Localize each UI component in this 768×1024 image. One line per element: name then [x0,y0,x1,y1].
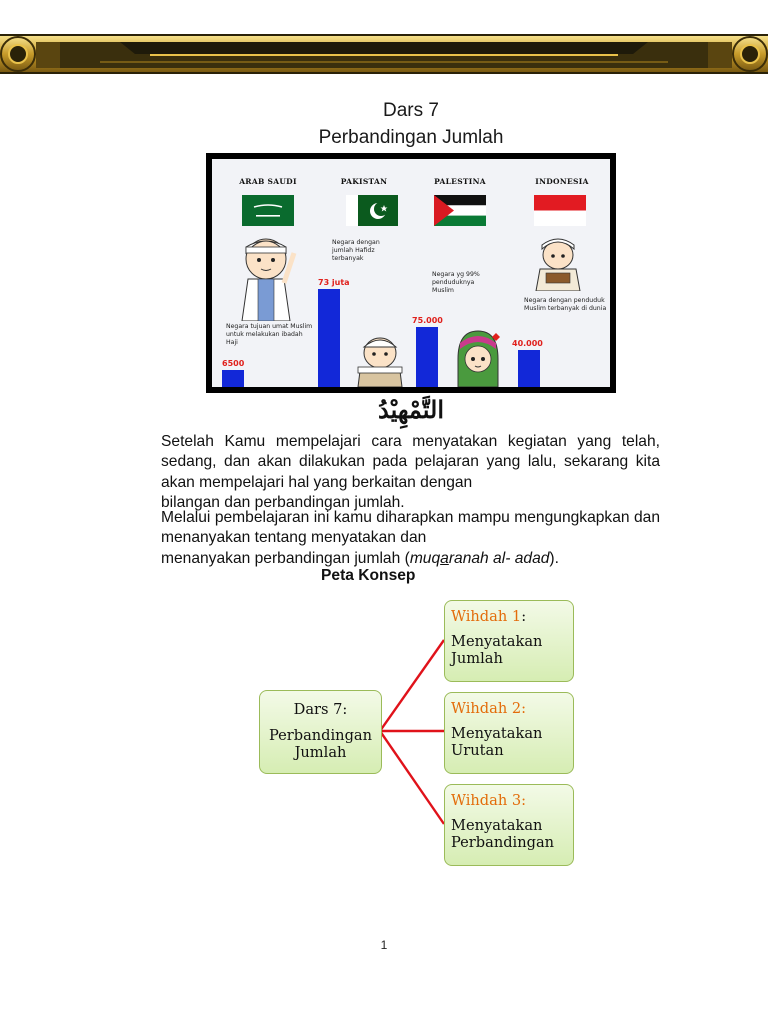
arabic-term: muqaranah al- adad [409,549,550,567]
chart-bar-arab-saudi [222,370,244,387]
center-node-subtitle: Perbandingan Jumlah [268,727,373,761]
decorative-banner [0,22,768,92]
unit-3-body: Menyatakan Perbandingan [451,817,555,851]
country-label: INDONESIA [535,177,589,186]
bar-value-label: 75.000 [412,316,443,325]
chart-bar-indonesia [518,350,540,387]
bar-value-label: 40.000 [512,339,543,348]
saudi-boy-illustration [238,233,298,321]
country-label: PAKISTAN [340,177,388,186]
center-node-title: Dars 7: [293,701,348,718]
intro-text-last-line: bilangan dan perbandingan jumlah. [161,493,405,511]
country-note: Negara dengan penduduk Muslim terbanyak di dunia [524,297,607,312]
pakistan-flag-icon [346,195,398,226]
intro-text: Setelah Kamu mempelajari cara menyatakan kegiatan yang telah, sedang, dan akan dilakukan pada pelajaran yang lalu, sekarang kita akan mempelajari hal yang berkaitan dengan [161,433,660,491]
palestine-girl-illustration [452,329,504,387]
unit-3-heading: Wihdah 3: [451,792,527,809]
objective-paragraph [161,508,660,569]
country-label: PALESTINA [434,177,486,186]
unit-2-heading: Wihdah 2: [451,700,527,717]
pakistan-boy-illustration [354,331,406,387]
page-title-line1: Dars 7 [383,100,439,121]
page-title-line2: Perbandingan Jumlah [318,127,504,148]
concept-map-unit-3 [444,784,574,866]
bar-value-label: 73 juta [318,278,350,287]
country-label: ARAB SAUDI [239,177,297,186]
chart-bar-pakistan [318,289,340,387]
page-number: 1 [380,938,388,952]
objective-text: Melalui pembelajaran ini kamu diharapkan mampu mengungkapkan dan menanyakan tentang menyatakan dan [161,509,660,547]
country-note: Negara yg 99% penduduknya Muslim [432,271,480,294]
objective-text-last-line [161,549,660,569]
concept-map-center-node [259,690,382,774]
palestine-flag-icon [434,195,486,226]
objective-end: ). [549,549,559,567]
muslim-population-infographic [206,153,616,393]
unit-1-body: Menyatakan Jumlah [451,633,543,667]
unit-2-body: Menyatakan Urutan [451,725,543,759]
indonesia-flag-icon [534,195,586,226]
indonesia-boy-illustration [530,235,586,291]
saudi-flag-icon [242,195,294,226]
chart-bar-palestina [416,327,438,387]
arabic-heading: التَّمْهِيْدُ [378,395,444,424]
concept-map-unit-2 [444,692,574,774]
objective-last-start: menanyakan perbandingan jumlah ( [161,549,410,567]
intro-paragraph [161,432,660,513]
concept-map-title: Peta Konsep [321,567,416,584]
country-note: Negara tujuan umat Muslim untuk melakukan ibadah Haji [226,323,313,346]
concept-map-unit-1 [444,600,574,682]
country-note: Negara dengan jumlah Hafidz terbanyak [332,239,380,262]
bar-value-label: 6500 [222,359,245,368]
unit-1-heading: Wihdah 1: [451,608,527,625]
